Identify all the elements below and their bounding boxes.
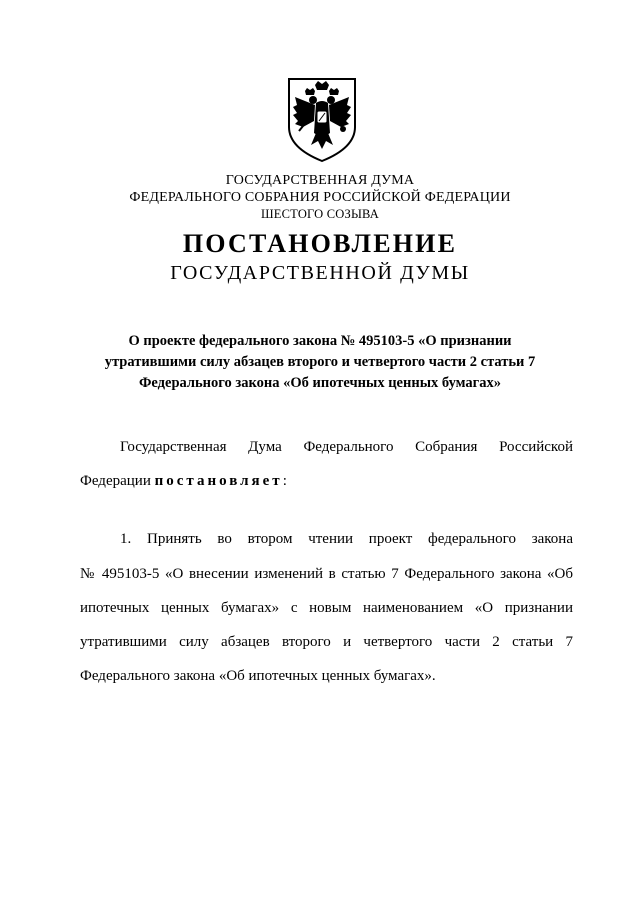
preamble-line: [80, 473, 287, 490]
resolution-subject: [95, 331, 545, 394]
item-line: № 495103-5 «О внесении изменений в статью 7 Федерального закона «Об: [80, 566, 573, 582]
item-line: 1. Принять во втором чтении проект федерального закона: [120, 531, 573, 547]
header-duma: ГОСУДАРСТВЕННАЯ ДУМА: [225, 173, 415, 188]
resolves-word: постановляет: [154, 473, 283, 489]
document-title: ПОСТАНОВЛЕНИЕ: [182, 229, 458, 258]
document-subtitle: ГОСУДАРСТВЕННОЙ ДУМЫ: [170, 262, 470, 284]
item-line: ипотечных ценных бумагах» с новым наименованием «О признании: [80, 600, 573, 616]
header-convocation: ШЕСТОГО СОЗЫВА: [260, 207, 380, 221]
item-line: Федерального закона «Об ипотечных ценных бумагах».: [80, 668, 436, 684]
subject-line: Федерального закона «Об ипотечных ценных бумагах»: [138, 375, 502, 391]
preamble-text: Федерации: [80, 473, 155, 489]
preamble-line: Государственная Дума Федерального Собрания Российской: [120, 439, 573, 455]
subject-line: утратившими силу абзацев второго и четвертого части 2 статьи 7: [104, 354, 536, 370]
subject-line: О проекте федерального закона № 495103-5 «О признании: [128, 333, 512, 349]
item-line: утратившими силу абзацев второго и четвертого части 2 статьи 7: [80, 634, 573, 650]
coat-of-arms-icon: [285, 75, 359, 163]
preamble-colon: :: [282, 473, 287, 489]
header-federal-assembly: ФЕДЕРАЛЬНОГО СОБРАНИЯ РОССИЙСКОЙ ФЕДЕРАЦИИ: [129, 190, 511, 205]
